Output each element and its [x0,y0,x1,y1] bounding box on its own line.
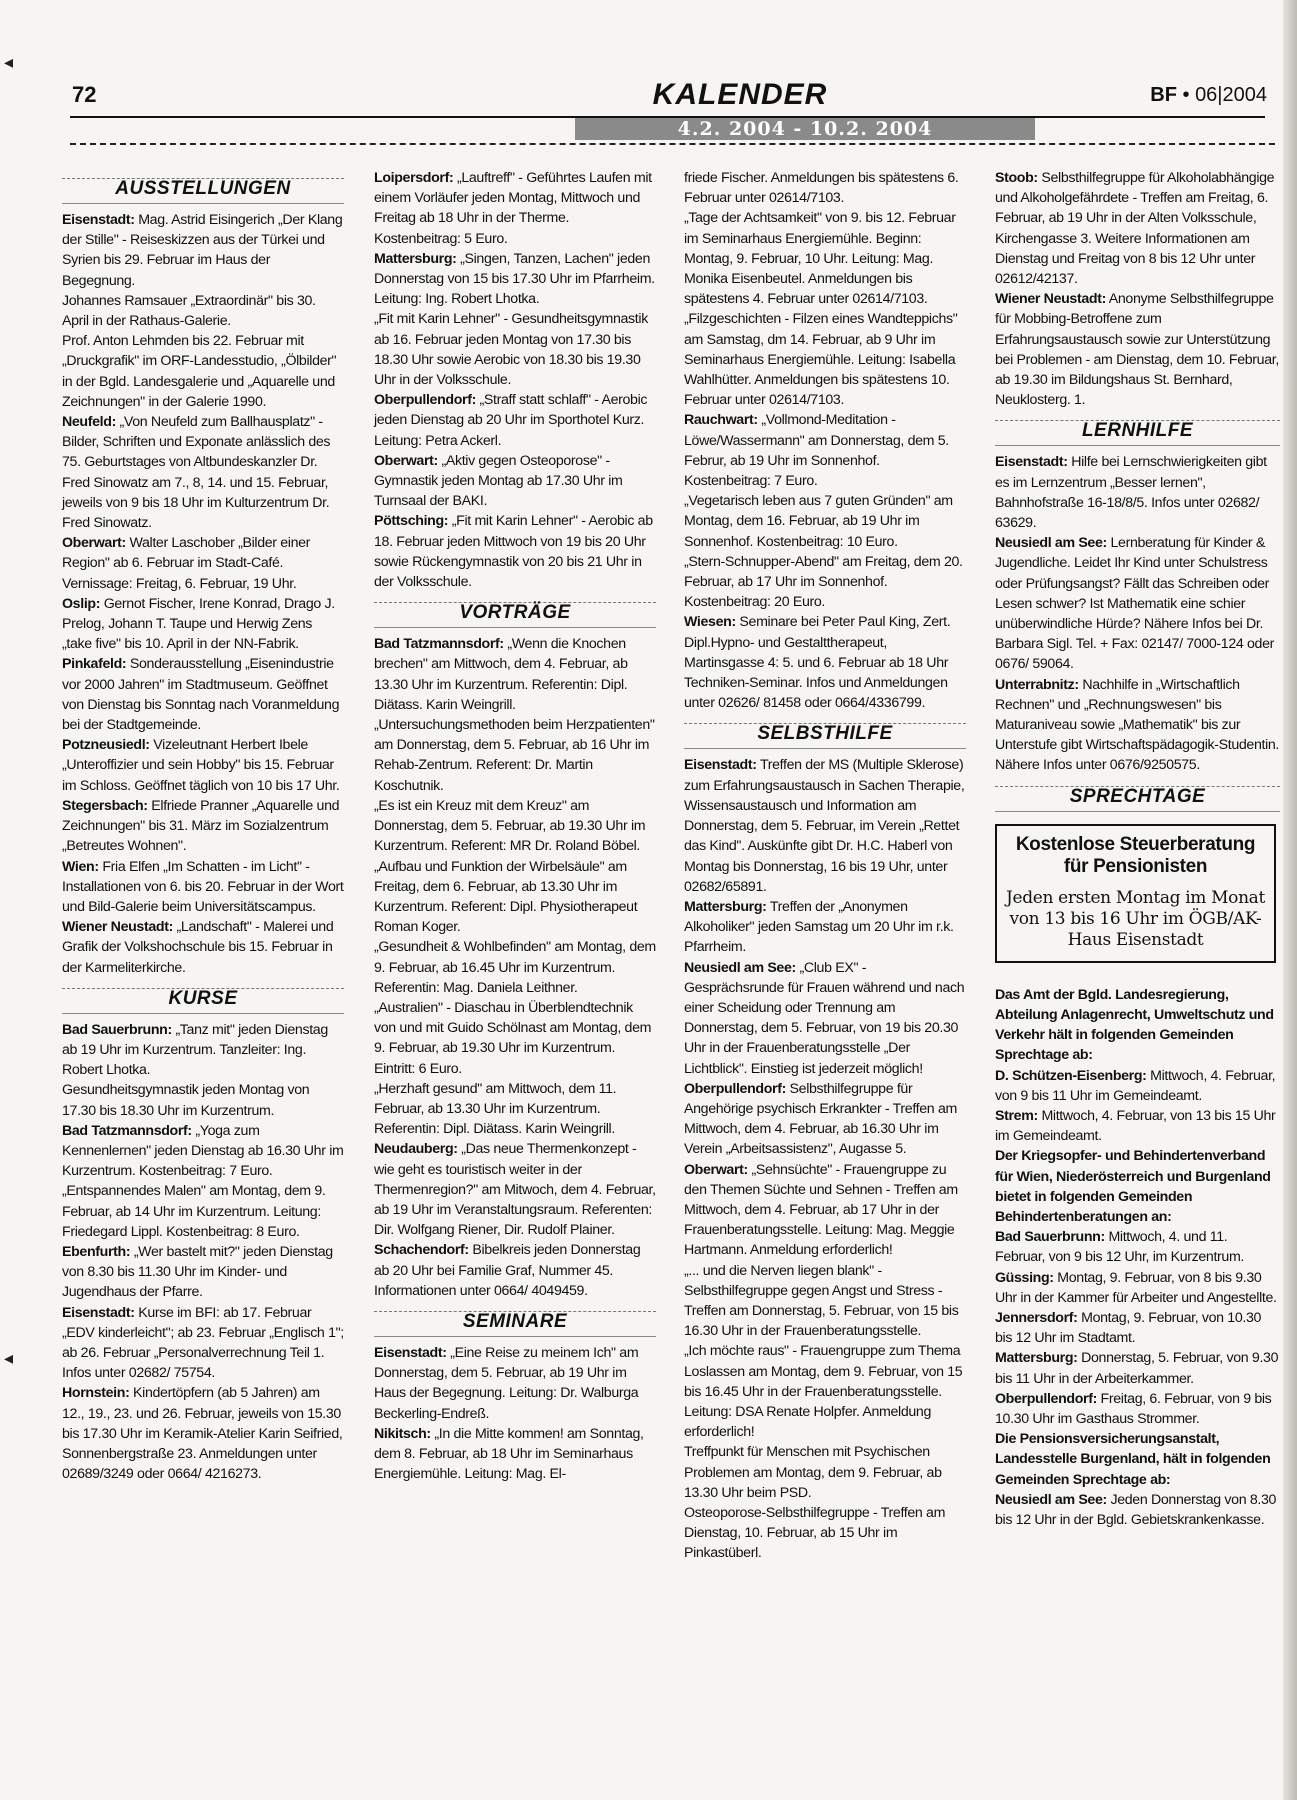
event-entry [62,291,344,331]
event-text: Seminare bei Peter Paul King, Zert. Dipl.Hypno- und Gestalttherapeut, Martinsgasse 4: 5. und 6. Februar ab 18 Uhr Techniken-Seminar. Infos und Anmeldungen unter 02626/ 81458 oder 0664/4336799. [684,614,951,712]
event-entry [684,410,966,491]
event-entry [684,552,966,613]
event-entry [62,412,344,533]
event-text: „Yoga zum Kennenlernen" jeden Dienstag ab 16.30 Uhr im Kurzentrum. Kostenbeitrag: 7 Euro. [62,1122,344,1180]
event-text: Treffen der MS (Multiple Sklerose) zum Erfahrungsaustausch in Sachen Therapie, Wissensaustausch und Information am Donnerstag, dem 5. Februar, im Verein „Rettet das Kind". Auskünfte gibt Dr. H.C. Haberl von Montag bis Donnerstag, 16 bis 19 Uhr, unter 02682/65891. [684,757,965,895]
header-divider [70,143,1275,145]
event-location: Eisenstadt: [684,757,757,774]
event-entry [374,715,656,796]
event-text: Donnerstag, 5. Februar, von 9.30 bis 11 Uhr in der Arbeiterkammer. [995,1350,1279,1387]
event-text: Treffen der „Anonymen Alkoholiker" jeden Samstag um 20 Uhr im r.k. Pfarrheim. [684,898,954,956]
event-location: Neusiedl am See: [684,959,796,976]
event-text: „Tage der Achtsamkeit" von 9. bis 12. Februar im Seminarhaus Energiemühle. Beginn: Montag, 9. Februar, 10 Uhr. Leitung: Mag. Monika Eisenbeutel. Anmeldungen bis spätestens 4. Februar unter 02614/7103. [684,210,956,308]
event-location: Ebenfurth: [62,1243,131,1260]
page-edge-shadow [1283,0,1297,1800]
event-text: „Eine Reise zu meinem Ich" am Donnerstag, dem 5. Februar, ab 19 Uhr im Haus der Begegnung. Leitung: Dr. Walburga Beckerling-Endreß. [374,1344,639,1422]
event-text: Johannes Ramsauer „Extraordinär" bis 30. April in der Rathaus-Galerie. [62,292,316,330]
event-text: Mittwoch, 4. Februar, von 9 bis 11 Uhr im Gemeindeamt. [995,1067,1276,1104]
event-text: „Von Neufeld zum Ballhausplatz" - Bilder, Schriften und Exponate anlässlich des 75. Geburtstages von Altbundeskanzler Dr. Fred Sinowatz am 7., 8, 14. und 15. Februar, jeweils von 9 bis 18 Uhr im Kulturzentrum Dr. Fred Sinowatz. [62,414,331,532]
section-heading [62,986,344,1014]
event-entry [62,594,344,655]
section-underline [62,203,344,204]
event-entry [684,168,966,208]
section-title: KURSE [168,987,238,1009]
event-entry [374,511,656,592]
section-underline [374,627,656,628]
info-box-text: Jeden ersten Montag im Monat von 13 bis 16 Uhr im ÖGB/AK-Haus Eisenstadt [1006,887,1265,950]
event-location: Oberpullendorf: [684,1080,786,1097]
event-entry [684,309,966,410]
page-title: KALENDER [652,78,828,111]
event-text: Jeden Donnerstag von 8.30 bis 12 Uhr in der Bgld. Gebietskrankenkasse. [995,1491,1277,1528]
event-text: Gernot Fischer, Irene Konrad, Drago J. Prelog, Johann T. Taupe und Herwig Zens „take five" bis 10. April in der NN-Fabrik. [62,595,335,653]
announcement-text: Die Pensionsversicherungsanstalt, Landesstelle Burgenland, hält in folgenden Gemeinden Sprechtage ab: [995,1431,1271,1488]
event-entry [374,857,656,938]
event-entry [684,958,966,1079]
event-location: Strem: [995,1107,1038,1124]
event-text: „In die Mitte kommen! am Sonntag, dem 8. Februar, ab 18 Uhr im Seminarhaus Energiemühle. Leitung: Mag. El- [374,1425,644,1483]
event-entry [684,491,966,552]
event-entry [684,755,966,896]
section-underline [374,1336,656,1337]
event-location: Neusiedl am See: [995,535,1107,552]
event-entry [995,168,1280,289]
event-entry [374,1343,656,1424]
event-entry [62,1242,344,1303]
event-entry [684,1341,966,1442]
section-underline [995,811,1280,812]
event-location: Pinkafeld: [62,656,127,673]
event-entry [62,796,344,857]
event-text: Prof. Anton Lehmden bis 22. Februar mit „Druckgrafik" im ORF-Landesstudio, „Ölbilder" in der Bgld. Landesgalerie und „Aquarelle und Zeichnungen" in der Galerie 1990. [62,333,337,410]
event-text: Mittwoch, 4. Februar, von 13 bis 15 Uhr im Gemeindeamt. [995,1107,1276,1145]
event-location: Schachendorf: [374,1242,469,1259]
event-text: „Vollmond-Meditation - Löwe/Wassermann" am Donnerstag, dem 5. Februr, ab 19 Uhr im Sonnenhof. Kostenbeitrag: 7 Euro. [684,412,949,490]
event-entry [684,1079,966,1160]
event-text: „Vegetarisch leben aus 7 guten Gründen" am Montag, dem 16. Februar, ab 19 Uhr im Sonnenhof. Kostenbeitrag: 10 Euro. [684,493,953,550]
event-text: Walter Laschober „Bilder einer Region" ab 6. Februar im Stadt-Café. Vernissage: Freitag, 6. Februar, 19 Uhr. [62,535,311,592]
date-range: 4.2. 2004 - 10.2. 2004 [575,118,1035,140]
event-entry [684,1261,966,1342]
event-text: Osteoporose-Selbsthilfegruppe - Treffen am Dienstag, 10. Februar, ab 15 Uhr im Pinkastüberl. [684,1505,946,1562]
section-title: VORTRÄGE [459,602,571,624]
event-text: „Gesundheit & Wohlbefinden" am Montag, dem 9. Februar, ab 16.45 Uhr im Kurzentrum. Referentin: Mag. Daniela Leithner. [374,939,656,996]
issue-number: 06|2004 [1195,84,1267,106]
event-text: „Es ist ein Kreuz mit dem Kreuz" am Donnerstag, dem 5. Februar, ab 19.30 Uhr im Kurzentrum. Referent: MR Dr. Roland Böbel. [374,797,646,855]
event-text: Sonderausstellung „Eisenindustrie vor 2000 Jahren" im Stadtmuseum. Geöffnet von Dienstag bis Sonntag nach Voranmeldung bei der Stadtgemeinde. [62,656,340,734]
issue-label: BF • 06|2004 [1150,84,1267,106]
event-location: Bad Sauerbrunn: [995,1229,1105,1246]
event-text: Kindertöpfern (ab 5 Jahren) am 12., 19., 23. und 26. Februar, jeweils von 15.30 bis 17.30 Uhr im Keramik-Atelier Karin Seifried, Sonnenbergstraße 23. Anmeldungen unter 02689/3249 oder 0664/ 4216273. [62,1385,343,1483]
event-text: Selbsthilfegruppe für Angehörige psychisch Erkrankter - Treffen am Mittwoch, dem 4. Februar, ab 16.30 Uhr im Verein „Arbeitsassistenz", Augasse 5. [684,1080,957,1158]
event-location: Bad Tatzmannsdorf: [374,636,504,653]
event-location: Rauchwart: [684,412,758,429]
event-text: Bibelkreis jeden Donnerstag ab 20 Uhr bei Familie Graf, Nummer 45. Informationen unter 0664/ 4049459. [374,1242,641,1299]
event-text: „Club EX" - Gesprächsrunde für Frauen während und nach einer Scheidung oder Trennung am Donnerstag, dem 5. Februar, von 19 bis 20.30 Uhr in der Frauenberatungsstelle „Der Lichtblick". Einstieg ist jederzeit möglich! [684,959,965,1077]
section-underline [62,1013,344,1014]
event-entry [62,1020,344,1081]
event-entry [374,309,656,390]
event-entry [62,735,344,796]
event-text: „... und die Nerven liegen blank" - Selbsthilfegruppe gegen Angst und Stress - Treffen am Donnerstag, 5. Februar, von 15 bis 16.30 Uhr in der Frauenberatungsstelle. [684,1262,959,1340]
event-text: „Aufbau und Funktion der Wirbelsäule" am Freitag, dem 6. Februar, ab 13.30 Uhr im Kurzentrum. Referent: Dipl. Physiotherapeut Roman Koger. [374,858,638,936]
event-location: Pöttsching: [374,513,449,530]
event-text: „Singen, Tanzen, Lachen" jeden Donnerstag von 15 bis 17.30 Uhr im Pfarrheim. Leitung: Ing. Robert Lhotka. [374,250,655,308]
event-entry [995,675,1280,776]
event-entry [374,249,656,310]
event-entry [374,796,656,857]
event-text: „Aktiv gegen Osteoporose" - Gymnastik jeden Montag ab 17.30 Uhr im Turnsaal der BAKI. [374,452,623,510]
event-entry [374,390,656,451]
event-entry [995,1268,1280,1308]
event-text: friede Fischer. Anmeldungen bis spätestens 6. Februar unter 02614/7103. [684,170,959,207]
event-location: Eisenstadt: [62,212,135,228]
event-text: „Untersuchungsmethoden beim Herzpatienten" am Donnerstag, dem 5. Februar, ab 16 Uhr im Rehab-Zentrum. Referent: Dr. Martin Koschutnik. [374,717,655,794]
event-location: Potzneusiedl: [62,737,150,754]
event-text: „Wenn die Knochen brechen" am Mittwoch, dem 4. Februar, ab 13.30 Uhr im Kurzentrum. Referentin: Dipl. Diätass. Karin Weingrill. [374,636,628,713]
event-text: „Ich möchte raus" - Frauengruppe zum Thema Loslassen am Montag, dem 9. Februar, von 15 bis 16.45 Uhr in der Frauenberatungsstelle. Leitung: DSA Renate Holpfer. Anmeldung erforderlich! [684,1343,963,1441]
margin-mark: ◂ [4,52,14,72]
section-heading [995,784,1280,812]
magazine-name: BF [1150,84,1177,106]
column-4 [995,168,1280,1530]
event-location: Bad Sauerbrunn: [62,1021,172,1038]
event-location: Wiener Neustadt: [995,291,1106,308]
announcement-text: Der Kriegsopfer- und Behindertenverband für Wien, Niederösterreich und Burgenland bietet in folgenden Gemeinden Behindertenberatungen an: [995,1148,1271,1225]
announcement-text: Das Amt der Bgld. Landesregierung, Abteilung Anlagenrecht, Umweltschutz und Verkehr hält in folgenden Gemeinden Sprechtage ab: [995,986,1274,1064]
event-location: Unterrabnitz: [995,676,1079,693]
event-text: Mag. Astrid Eisingerich „Der Klang der Stille" - Reiseskizzen aus der Türkei und Syrien bis 29. Februar im Haus der Begegnung. [62,212,343,289]
event-text: „Sehnsüchte" - Frauengruppe zu den Themen Süchte und Sehnen - Treffen am Mittwoch, dem 4. Februar, ab 17 Uhr in der Frauenberatungsstelle. Leitung: Mag. Meggie Hartmann. Anmeldung erforderlich! [684,1161,958,1259]
event-location: Wiesen: [684,614,736,631]
event-text: „Wer bastelt mit?" jeden Dienstag von 8.30 bis 11.30 Uhr im Kinder- und Jugendhaus der Pfarre. [62,1243,333,1301]
event-entry [62,857,344,918]
section-title: SELBSTHILFE [757,723,893,745]
event-entry [62,533,344,594]
event-entry [374,168,656,249]
event-entry [684,1160,966,1261]
event-text: „Straff statt schlaff" - Aerobic jeden Dienstag ab 20 Uhr im Sporthotel Kurz. Leitung: Petra Ackerl. [374,392,648,449]
event-text: Fria Elfen „Im Schatten - im Licht" - Installationen von 6. bis 20. Februar in der Wort und Bild-Galerie beim Universitätscampus. [62,858,344,915]
event-text: Elfriede Pranner „Aquarelle und Zeichnungen" bis 31. März im Sozialzentrum „Betreutes Wohnen". [62,797,340,855]
event-location: Mattersburg: [374,250,457,267]
event-entry [374,1079,656,1140]
event-text: Mittwoch, 4. und 11. Februar, von 9 bis 12 Uhr, im Kurzentrum. [995,1229,1245,1266]
event-entry [62,1121,344,1182]
section-title: SEMINARE [462,1310,568,1332]
header-band [70,116,1265,138]
section-heading [62,176,344,204]
event-location: Stegersbach: [62,797,148,814]
event-text: Anonyme Selbsthilfegruppe für Mobbing-Betroffene zum Erfahrungsaustausch sowie zur Unterstützung bei Problemen - am Dienstag, dem 10. Februar, ab 19.30 im Bildungshaus St. Bernhard, Neuklosterg. 1. [995,291,1279,409]
event-text: Vizeleutnant Herbert Ibele „Unteroffizier und sein Hobby" bis 15. Februar im Schloss. Geöffnet täglich von 10 bis 17 Uhr. [62,737,340,794]
event-location: Nikitsch: [374,1425,431,1442]
section-title: AUSSTELLUNGEN [115,178,291,199]
section-title: LERNHILFE [1081,420,1194,442]
event-entry [995,1066,1280,1106]
event-text: Nachhilfe in „Wirtschaftlich Rechnen" und „Rechnungswesen" bis Maturaniveau sowie „Mathematik" bis zur Unterstufe gibt Wirtschaftspädagogik-Studentin. Nähere Infos unter 0676/9250575. [995,676,1280,774]
event-text: „Entspannendes Malen" am Montag, dem 9. Februar, ab 14 Uhr im Kurzentrum. Leitung: Friedegard Lippl. Kostenbeitrag: 8 Euro. [62,1183,326,1240]
event-entry [374,998,656,1079]
event-entry [684,208,966,309]
event-entry [995,1490,1280,1530]
event-entry [62,654,344,735]
event-entry [62,1181,344,1242]
event-entry [684,612,966,713]
event-text: „Das neue Thermenkonzept - wie geht es touristisch weiter in der Thermenregion?" am Mitwoch, dem 4. Februar, ab 19 Uhr im Veranstaltungsraum. Referenten: Dir. Wolfgang Riener, Dir. Rudolf Plainer. [374,1141,656,1239]
event-text: Montag, 9. Februar, von 8 bis 9.30 Uhr in der Kammer für Arbeiter und Angestellte. [995,1269,1277,1306]
event-location: Eisenstadt: [374,1344,447,1361]
section-heading [374,600,656,628]
event-text: Gesundheitsgymnastik jeden Montag von 17.30 bis 18.30 Uhr im Kurzentrum. [62,1082,310,1119]
event-text: Kurse im BFI: ab 17. Februar „EDV kinderleicht"; ab 23. Februar „Englisch 1"; ab 26. Februar „Personalverrechnung Teil 1. Infos unter 02682/ 75754. [62,1304,344,1382]
info-box [995,824,1276,963]
event-entry [995,1308,1280,1348]
section-title: SPRECHTAGE [1069,785,1206,807]
event-entry [995,1348,1280,1388]
event-entry [995,452,1280,533]
event-entry [62,210,344,291]
margin-mark: ◂ [4,1348,14,1368]
section-heading [995,418,1280,446]
event-entry [62,1303,344,1384]
event-entry [374,1139,656,1240]
event-entry [374,451,656,512]
event-location: Bad Tatzmannsdorf: [62,1122,192,1139]
event-location: Loipersdorf: [374,170,454,186]
event-text: „Fit mit Karin Lehner" - Aerobic ab 18. Februar jeden Mittwoch von 19 bis 20 Uhr sowie Rückengymnastik von 20 bis 21 Uhr in der Volksschule. [374,513,653,591]
event-entry [374,937,656,998]
event-location: Neusiedl am See: [995,1491,1107,1508]
event-text: „Herzhaft gesund" am Mittwoch, dem 11. Februar, ab 13.30 Uhr im Kurzentrum. Referentin: Dipl. Diätass. Karin Weingrill. [374,1080,617,1138]
event-text: „Fit mit Karin Lehner" - Gesundheitsgymnastik ab 16. Februar jeden Montag von 17.30 bis 18.30 Uhr sowie Aerobic von 18.30 bis 19.30 Uhr in der Volksschule. [374,311,648,389]
event-location: Oberpullendorf: [374,392,476,409]
event-location: Oslip: [62,595,101,612]
event-entry [995,1389,1280,1429]
event-location: Hornstein: [62,1385,130,1402]
event-entry [684,897,966,958]
event-entry [995,1227,1280,1267]
column-3 [684,168,966,1564]
event-entry [995,1106,1280,1146]
event-text: „Landschaft" - Malerei und Grafik der Volkshochschule bis 15. Februar in der Karmeliterkirche. [62,919,334,976]
event-text: „Lauftreff" - Geführtes Laufen mit einem Vorläufer jeden Montag, Mittwoch und Freitag ab 18 Uhr in der Therme. Kostenbeitrag: 5 Euro. [374,170,652,247]
section-heading [374,1309,656,1337]
event-location: Mattersburg: [684,898,767,915]
event-entry [374,1424,656,1485]
event-entry [62,917,344,978]
page-number: 72 [72,82,97,107]
event-entry [374,634,656,715]
event-text: „Tanz mit" jeden Dienstag ab 19 Uhr im Kurzentrum. Tanzleiter: Ing. Robert Lhotka. [62,1021,328,1079]
event-location: Eisenstadt: [62,1304,135,1321]
event-location: Oberwart: [62,535,126,552]
event-location: Eisenstadt: [995,454,1068,471]
section-underline [684,748,966,749]
event-entry [684,1503,966,1564]
event-text: Freitag, 6. Februar, von 9 bis 10.30 Uhr im Gasthaus Strommer. [995,1390,1272,1427]
event-location: Neudauberg: [374,1141,458,1158]
event-location: Oberpullendorf: [995,1390,1097,1407]
event-text: Montag, 9. Februar, von 10.30 bis 12 Uhr im Stadtamt. [995,1309,1262,1347]
event-text: Hilfe bei Lernschwierigkeiten gibt es im Lernzentrum „Besser lernen", Bahnhofstraße 16-18/8/5. Infos unter 02682/ 63629. [995,454,1267,532]
event-entry [374,1240,656,1301]
event-entry [995,289,1280,410]
event-text: Selbsthilfegruppe für Alkoholabhängige und Alkoholgefährdete - Treffen am Freitag, 6. Februar, ab 19 Uhr in der Alten Volksschule, Kirchengasse 3. Weitere Informationen am Dienstag und Freitag von 8 bis 12 Uhr unter 02612/42137. [995,170,1275,288]
event-location: Jennersdorf: [995,1309,1078,1326]
event-entry [995,533,1280,674]
event-text: Lernberatung für Kinder & Jugendliche. Leidet Ihr Kind unter Schulstress oder Prüfungsangst? Fällt das Schreiben oder Lesen schwer? Ist Mathematik eine schier unüberwindliche Hürde? Nähere Infos bei Dr. Barbara Sigl. Tel. + Fax: 02147/ 7000-124 oder 0676/ 59064. [995,535,1275,673]
event-location: Neufeld: [62,414,116,431]
event-text: „Australien" - Diaschau in Überblendtechnik von und mit Guido Schölnast am Montag, dem 9. Februar, ab 19.30 Uhr im Kurzentrum. Eintritt: 6 Euro. [374,999,652,1077]
column-2 [374,168,656,1484]
event-text: „Stern-Schnupper-Abend" am Freitag, dem 20. Februar, ab 17 Uhr im Sonnenhof. Kostenbeitrag: 20 Euro. [684,553,963,611]
section-heading [684,721,966,749]
event-text: Treffpunkt für Menschen mit Psychischen Problemen am Montag, dem 9. Februar, ab 13.30 Uhr beim PSD. [684,1444,942,1501]
event-entry [62,1383,344,1484]
event-location: Güssing: [995,1269,1054,1286]
column-1 [62,168,344,1484]
event-location: D. Schützen-Eisenberg: [995,1067,1147,1084]
section-underline [995,445,1280,446]
event-location: Oberwart: [684,1161,748,1178]
info-box-title: Kostenlose Steuerberatung für Pensionisten [1015,833,1256,877]
event-entry [684,1442,966,1503]
event-location: Wiener Neustadt: [62,919,173,936]
event-location: Wien: [62,858,99,875]
event-location: Stoob: [995,170,1038,186]
event-text: „Filzgeschichten - Filzen eines Wandteppichs" am Samstag, dm 14. Februar, ab 9 Uhr im Seminarhaus Energiemühle. Leitung: Isabella Wahlhütter. Anmeldungen bis spätestens 10. Februar unter 02614/7103. [684,311,958,409]
event-location: Oberwart: [374,452,438,469]
event-location: Mattersburg: [995,1350,1078,1367]
event-entry [62,1080,344,1120]
event-entry [62,331,344,412]
